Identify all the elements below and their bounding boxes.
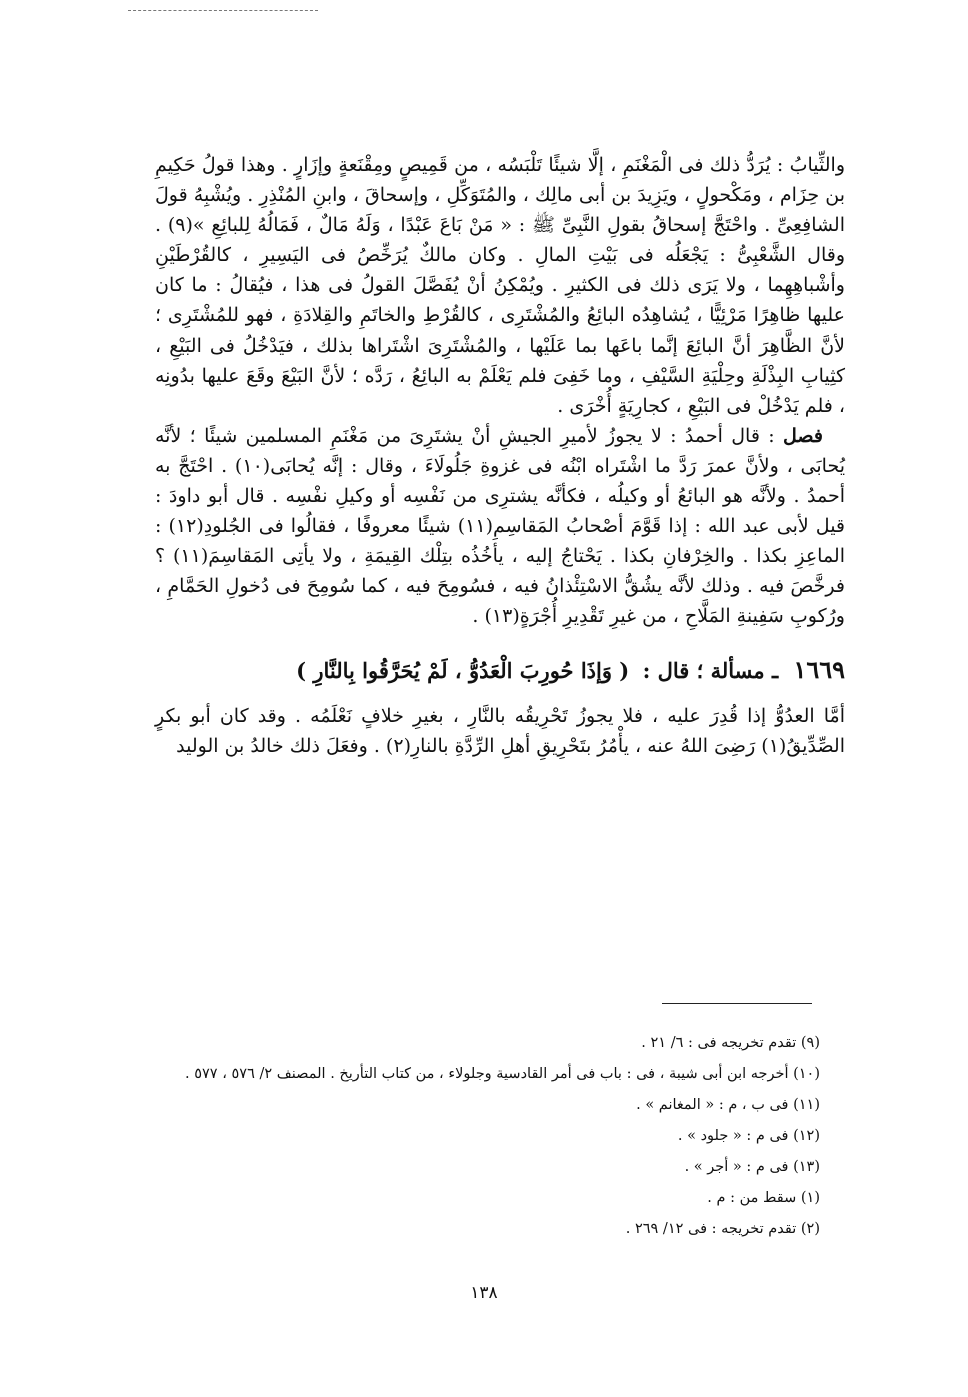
page-number: ١٣٨ — [470, 1283, 498, 1303]
footnote-10: (١٠) أخرجه ابن أبى شيبة ، فى : باب فى أمر القادسية وجلولاء ، من كتاب التأريخ . المصنف ٢/ ٥٧٦ ، ٥٧٧ . — [185, 1066, 820, 1082]
footnote-1: (١) سقط من : م . — [707, 1190, 820, 1206]
footnote-9: (٩) تقدم تخريجه فى : ٦/ ٢١ . — [641, 1035, 820, 1051]
fasl-text: : قال أحمدُ : لا يجوزُ لأميرِ الجيشِ أنْ يشتَرِىَ من مَغْنَمِ المسلمين شيئًا ؛ لأنَّه يُحابَى ، ولأنَّ عمرَ رَدَّ ما اشْتَراه ابْنُه فى غزوةِ جَلُولَاءَ ، وقال : إنَّه يُحابَى(١٠) . احْتَجَّ به أحمدُ . ولأنَّه هو البائعُ أو وكيلُه ، فكأنَّه يشترِى من نَفْسِه أو وكيلِ نفْسِه . قال أبو داودَ : قيل لأبى عبد الله : إذا قَوَّمَ أصْحابُ المَقاسِمِ(١١) شيئًا معروفًا ، فقالُوا فى الجُلودِ(١٢) : الماعِزِ بكذا . والخِرْفانِ بكذا . يَحْتاجُ إليه ، يأخُذُه بتِلْك القِيمَةِ ، ولا يأتِى المَقاسِمَ(١١) ؟ فرخَّصَ فيه . وذلك لأنَّه يشُقُّ الاسْتِئْذانُ فيه ، فسُومِحَ فيه ، كما سُومِحَ فى دُخولِ الحَمَّامِ ، ورُكوبِ سَفِينةِ المَلَّاحِ ، من غيرِ تَقْدِيرِ أُجْرَةٍ(١٣) . — [155, 424, 846, 628]
final-text — [155, 701, 845, 761]
page-body — [155, 150, 845, 761]
footnote-2: (٢) تقدم تخريجه : فى ١٢/ ٢٦٩ . — [625, 1221, 820, 1237]
masala-number: ١٦٦٩ — [793, 654, 845, 684]
footnote-rule — [662, 1003, 812, 1004]
paragraph-fasl — [155, 421, 845, 632]
top-rule — [128, 10, 318, 11]
masala-quote: ( وَإذَا حُورِبَ الْعَدُوُّ ، لَمْ يُحَرَّقُوا بِالنَّارِ ) — [296, 657, 630, 683]
paragraph-clothing: والثِّيابُ : يُرَدُّ ذلك فى الْمَغْنَمِ ، إلَّا شيئًا تَلْبَسُه ، من قَمِيصٍ ومِقْنَعةٍ وإزَارٍ . وهذا قولُ حَكِيمِ بن حِزَام ، ومَكْحولٍ ، ويَزِيدَ بن أبى مالِك ، والمُتَوَكِّلِ ، وإسحاقَ ، وابنِ المُنْذِرِ . ويُشْبِهُ قولَ الشافِعِىِّ . واحْتَجَّ إسحاقُ بقولِ النَّبِىِّ ﷺ : « مَنْ بَاعَ عَبْدًا ، وَلَهُ مَالٌ ، فَمَالُهُ لِلبائِعِ »(٩) . وقال الشَّعْبِىُّ : يَجْعَلُه فى بَيْتِ المالِ . وكان مالكٌ يُرَخِّصُ فى اليَسِيرِ ، كالقُرْطَيْنِ وأشْباهِهِما ، ولا يَرَى ذلك فى الكثيرِ . ويُمْكِنُ أنْ يُفَصَّلَ القولُ فى هذا ، فيُقالُ : ما كان عليها ظاهِرًا مَرْئِيًّا ، يُشاهِدُه البائِعُ والمُشْتَرِى ، كالقُرْطِ والخاتَمِ والقِلادَةِ ، فهو للمُشْتَرِى ؛ لأنَّ الظَّاهِرَ أنَّ البائِعَ إنَّما باعَها بما عَلَيْها ، والمُشْتَرِىَ اشْتَراها بذلك ، فيَدْخُلُ فى البَيْعِ ، كثِيابِ البِذْلَةِ وحِلْيَةِ السَّيْفِ ، وما خَفِىَ فلم يَعْلَمْ به البائِعُ ، رَدَّه ؛ لأنَّ البَيْعَ وقَعَ عليها بدُونِه ، فلم يَدْخُلْ فى البَيْعِ ، كجارِيَةٍ أُخْرَى . — [155, 154, 845, 417]
masala-heading — [155, 650, 845, 691]
masala-label: ـ مسألة ؛ قال : — [642, 657, 779, 683]
fasl-label: فصل — [783, 424, 823, 447]
footnote-13: (١٣) فى م : « أجر » . — [684, 1159, 820, 1175]
footnote-12: (١٢) فى م : « جلود » . — [677, 1128, 820, 1144]
paragraph-enemy: أمَّا العدُوُّ إذا قُدِرَ عليه ، فلا يجوزُ تَحْرِيقُه بالنَّارِ ، بغيرِ خلافٍ نَعْلَمُه . وقد كان أبو بكرٍ الصِّدِّيقُ(١) رَضِىَ اللهُ عنه ، يأْمُرُ بتَحْرِيقِ أهلِ الرِّدَّةِ بالنارِ(٢) . وفعَلَ ذلك خالدُ بن الوليد — [155, 704, 845, 757]
main-text — [155, 150, 845, 632]
footnotes — [120, 1028, 820, 1245]
footnote-11: (١١) فى ب ، م : « المغانم » . — [636, 1097, 820, 1113]
